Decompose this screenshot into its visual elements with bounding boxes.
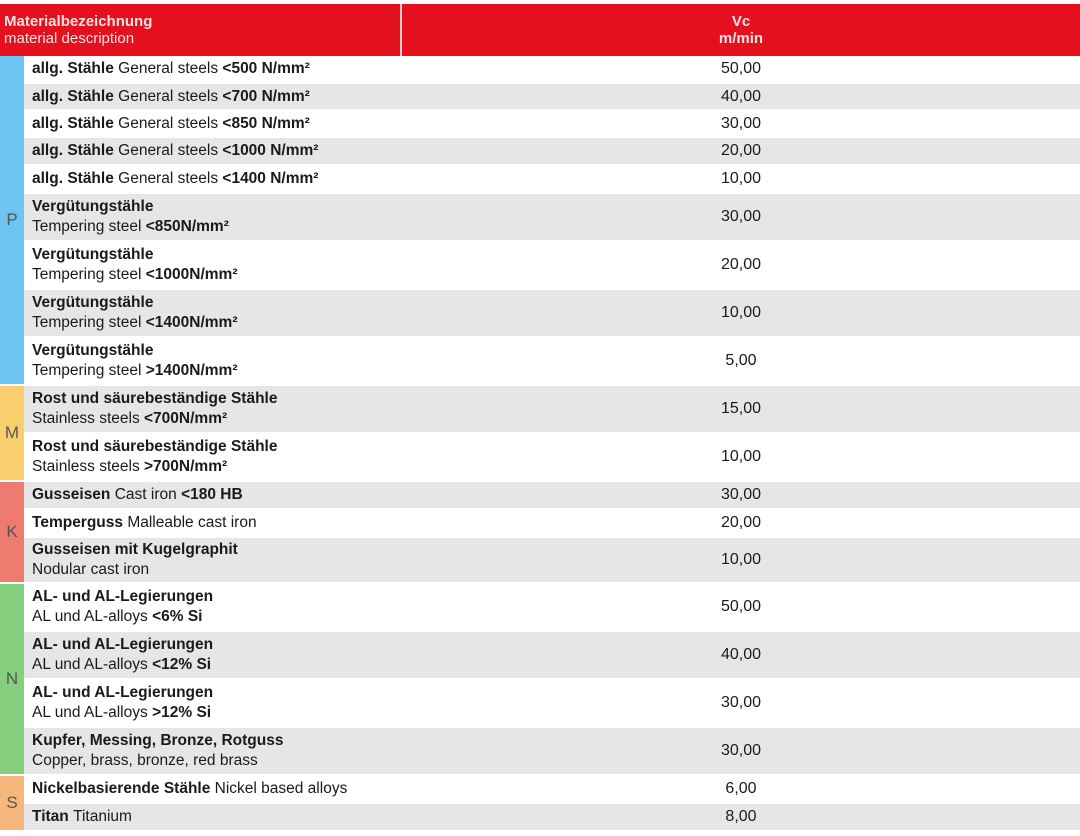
table-row <box>24 166 1080 194</box>
material-name-de: AL- und AL-Legierungen <box>32 588 214 605</box>
material-cell <box>32 776 347 802</box>
material-name-en: Stainless steels <box>32 458 144 475</box>
material-cell <box>32 510 257 536</box>
group-bar-m <box>0 386 24 480</box>
material-spec: <500 N/mm² <box>222 60 310 77</box>
material-spec: <1000N/mm² <box>145 266 238 283</box>
material-name-de: Titan <box>32 808 74 825</box>
table-row <box>24 728 1080 776</box>
table-row <box>24 242 1080 290</box>
vc-cell: 30,00 <box>720 694 762 711</box>
material-spec: <700 N/mm² <box>222 87 310 105</box>
vc-cell: 20,00 <box>720 514 762 531</box>
material-cell <box>32 111 310 136</box>
material-spec: <1000 N/mm² <box>222 142 319 159</box>
material-name-de: Temperguss <box>32 514 128 531</box>
material-name-de: allg. Stähle <box>32 142 119 159</box>
vc-cell: 30,00 <box>720 742 762 759</box>
material-name-en: AL und AL-alloys <box>32 704 153 721</box>
material-name-de: Vergütungstähle <box>32 294 154 311</box>
material-name-en: Titanium <box>73 808 132 825</box>
material-spec: >700N/mm² <box>144 458 228 475</box>
material-name-en: AL und AL-alloys <box>32 656 153 673</box>
material-cell <box>32 680 213 726</box>
material-cell <box>32 632 213 678</box>
material-header-de: Materialbezeichnung <box>4 13 153 30</box>
material-cell <box>32 84 310 109</box>
material-cell <box>32 538 238 582</box>
vc-cell: 50,00 <box>720 598 762 615</box>
material-cell <box>32 56 310 82</box>
material-spec: <700N/mm² <box>144 410 228 427</box>
group-bar-k <box>0 482 24 582</box>
material-name-de: Nickelbasierende Stähle <box>32 780 215 797</box>
vc-cell: 30,00 <box>720 486 762 503</box>
vc-cell: 40,00 <box>720 646 762 663</box>
material-name-de: Gusseisen mit Kugelgraphit <box>32 541 238 558</box>
table-row <box>24 510 1080 538</box>
vc-header-unit: m/min <box>718 30 764 47</box>
material-cell <box>32 166 318 192</box>
material-header-en: material description <box>4 30 135 47</box>
table-row <box>24 538 1080 584</box>
material-name-de: Vergütungstähle <box>32 198 154 215</box>
material-name-en: Tempering steel <box>32 314 146 331</box>
material-name-de: AL- und AL-Legierungen <box>32 684 214 701</box>
table-row <box>24 290 1080 338</box>
group-bar-n <box>0 584 24 774</box>
material-name-de: allg. Stähle <box>32 114 119 132</box>
material-name-en: General steels <box>118 114 223 132</box>
material-name-de: Gusseisen <box>32 486 115 503</box>
material-name-de: Vergütungstähle <box>32 246 154 263</box>
group-letter: P <box>6 210 18 229</box>
vc-cell: 10,00 <box>720 448 762 465</box>
table-row <box>24 56 1080 84</box>
material-name-de: allg. Stähle <box>32 60 119 77</box>
material-name-de: Kupfer, Messing, Bronze, Rotguss <box>32 732 284 749</box>
vc-header-label: Vc <box>731 13 751 30</box>
material-name-en: Nickel based alloys <box>214 780 348 797</box>
material-cell <box>32 138 318 164</box>
table-row <box>24 194 1080 242</box>
material-spec: <1400 N/mm² <box>222 170 319 187</box>
table-row <box>24 434 1080 482</box>
vc-cell: 10,00 <box>720 170 762 187</box>
material-cell <box>32 386 277 432</box>
table-row <box>24 584 1080 632</box>
material-name-de: allg. Stähle <box>32 170 119 187</box>
material-cell <box>32 804 132 830</box>
material-name-en: Tempering steel <box>32 218 146 235</box>
group-letter: K <box>6 522 18 541</box>
material-name-en: AL und AL-alloys <box>32 608 153 625</box>
material-spec: <6% Si <box>152 608 203 625</box>
material-name-de: allg. Stähle <box>32 87 119 105</box>
group-bar-s <box>0 776 24 830</box>
vc-cell: 30,00 <box>720 208 762 225</box>
material-name-en: General steels <box>118 170 223 187</box>
material-cell <box>32 338 238 384</box>
material-name-de: Rost und säurebeständige Stähle <box>32 438 278 455</box>
vc-column-header <box>402 13 1080 47</box>
material-name-en: General steels <box>118 60 223 77</box>
table-row <box>24 111 1080 138</box>
material-name-de: AL- und AL-Legierungen <box>32 636 214 653</box>
material-name-de: Vergütungstähle <box>32 342 154 359</box>
vc-cell: 40,00 <box>720 87 762 105</box>
material-cell <box>32 482 243 508</box>
material-name-en: Tempering steel <box>32 266 146 283</box>
vc-cell: 15,00 <box>720 400 762 417</box>
vc-cell: 5,00 <box>725 352 757 369</box>
group-letter: S <box>6 793 18 812</box>
vc-cell: 20,00 <box>720 256 762 273</box>
table-row <box>24 482 1080 510</box>
group-letter: M <box>4 423 20 442</box>
table-row <box>24 776 1080 804</box>
group-bar-p <box>0 56 24 384</box>
material-name-en: General steels <box>118 87 223 105</box>
material-cell <box>32 290 238 336</box>
material-name-de: Rost und säurebeständige Stähle <box>32 390 278 407</box>
material-cell <box>32 584 213 630</box>
table-header <box>0 4 1080 56</box>
vc-cell: 10,00 <box>720 304 762 321</box>
group-letter: N <box>5 669 19 688</box>
material-spec: <1400N/mm² <box>145 314 238 331</box>
material-spec: <180 HB <box>181 486 243 503</box>
material-name-en: Copper, brass, bronze, red brass <box>32 752 258 769</box>
vc-cell: 8,00 <box>725 808 757 825</box>
material-cell <box>32 194 229 240</box>
table-row <box>24 680 1080 728</box>
material-spec: >12% Si <box>152 704 212 721</box>
vc-cell: 20,00 <box>720 142 762 159</box>
table-row <box>24 84 1080 111</box>
material-name-en: Cast iron <box>114 486 182 503</box>
material-name-en: Nodular cast iron <box>32 561 150 578</box>
material-cell <box>32 242 238 288</box>
table-row <box>24 138 1080 166</box>
material-column-header <box>4 13 152 47</box>
material-cell <box>32 434 277 480</box>
material-name-en: General steels <box>118 142 223 159</box>
vc-cell: 6,00 <box>725 780 757 797</box>
material-spec: <12% Si <box>152 656 212 673</box>
material-spec: <850 N/mm² <box>222 114 310 132</box>
material-cell <box>32 728 283 774</box>
material-name-en: Stainless steels <box>32 410 144 427</box>
material-spec: <850N/mm² <box>145 218 229 235</box>
table-row <box>24 386 1080 434</box>
table-row <box>24 632 1080 680</box>
material-spec: >1400N/mm² <box>145 362 238 379</box>
material-name-en: Tempering steel <box>32 362 146 379</box>
material-name-en: Malleable cast iron <box>127 514 257 531</box>
vc-cell: 10,00 <box>720 551 762 568</box>
vc-cell: 50,00 <box>720 60 762 77</box>
vc-cell: 30,00 <box>720 114 762 132</box>
table-row <box>24 804 1080 832</box>
table-row <box>24 338 1080 386</box>
